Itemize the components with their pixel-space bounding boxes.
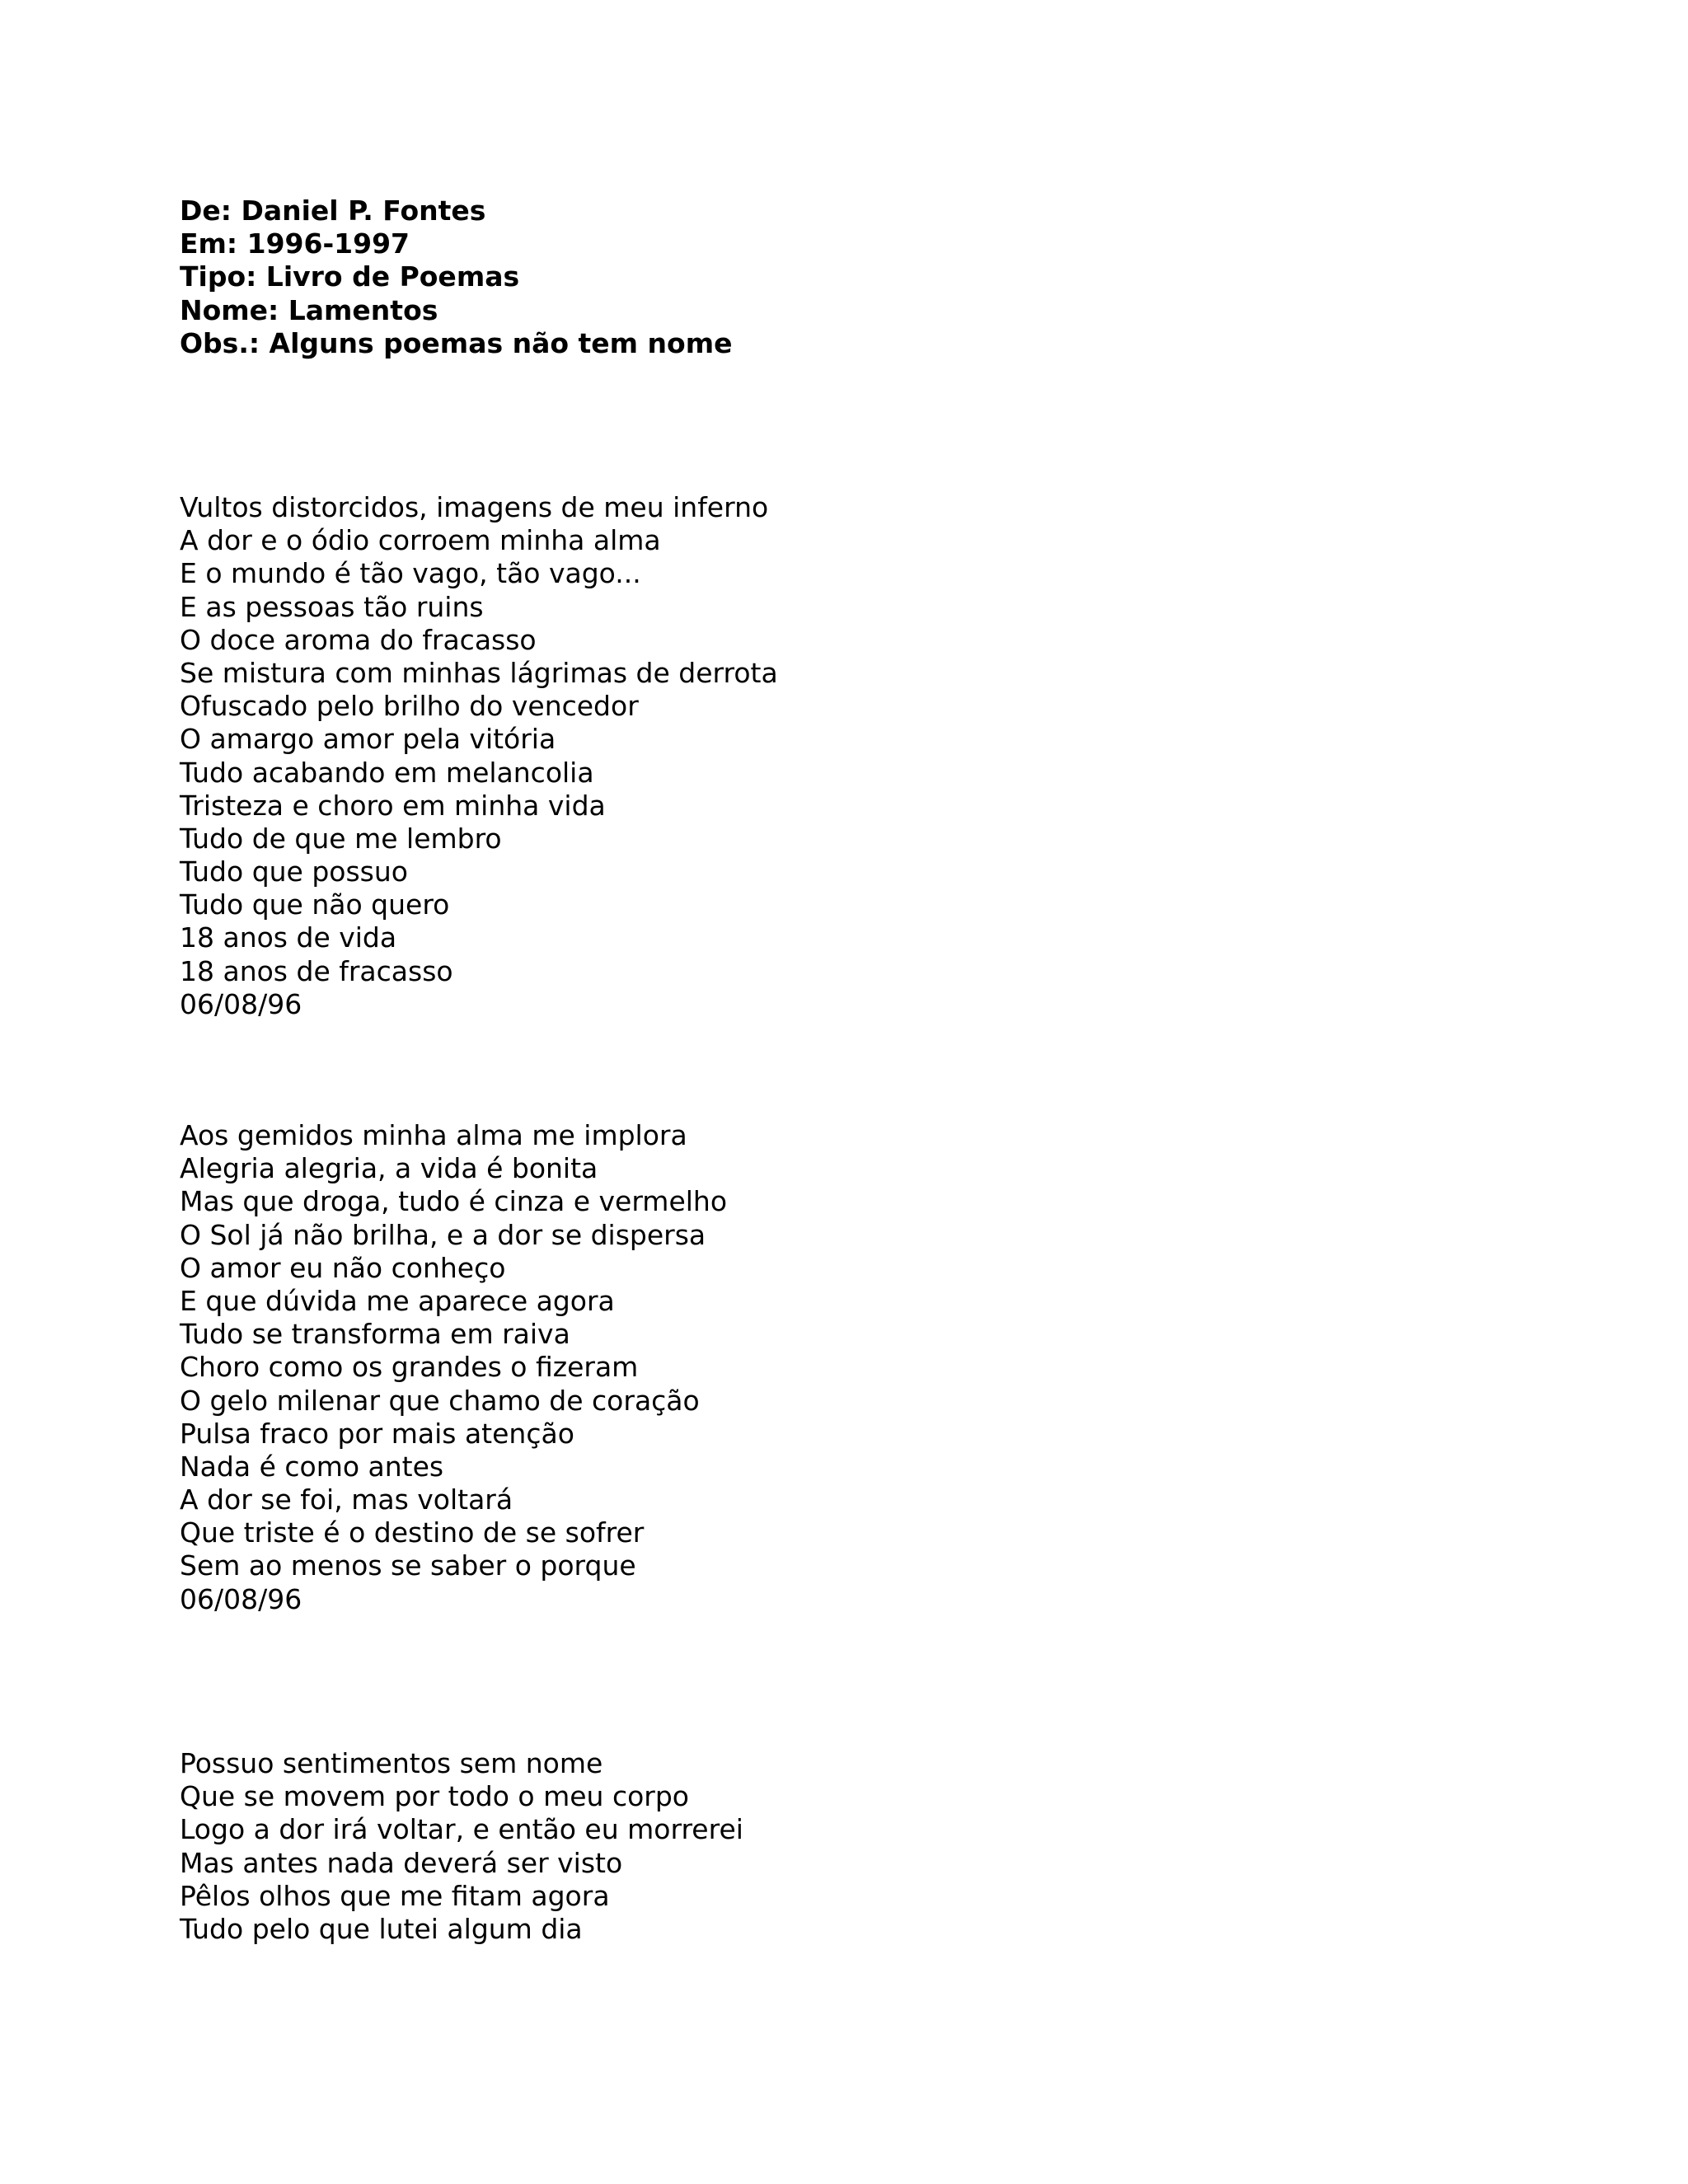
note-line: Obs.: Alguns poemas não tem nome	[180, 326, 733, 359]
poem-line: A dor e o ódio corroem minha alma	[180, 524, 661, 557]
poem-line: Sem ao menos se saber o porque	[180, 1549, 636, 1582]
poem-line: Aos gemidos minha alma me implora	[180, 1119, 687, 1151]
poem-line: Tudo acabando em melancolia	[180, 756, 594, 789]
poem-line: O gelo milenar que chamo de coração	[180, 1384, 700, 1417]
poem-line: Nada é como antes	[180, 1450, 444, 1483]
date-range-line: Em: 1996-1997	[180, 227, 410, 260]
poem-line: Que triste é o destino de se sofrer	[180, 1516, 645, 1549]
poem-line: Choro como os grandes o fizeram	[180, 1351, 639, 1384]
poem-line: O Sol já não brilha, e a dor se dispersa	[180, 1218, 706, 1251]
name-line: Nome: Lamentos	[180, 293, 438, 326]
poem-line: 18 anos de vida	[180, 921, 397, 954]
poem-line: Pulsa fraco por mais atenção	[180, 1417, 574, 1450]
poem-1	[180, 491, 778, 1021]
type-line: Tipo: Livro de Poemas	[180, 260, 520, 293]
poem-line: E as pessoas tão ruins	[180, 590, 484, 623]
poem-line: O amor eu não conheço	[180, 1251, 506, 1284]
poem-line: E o mundo é tão vago, tão vago...	[180, 557, 641, 590]
poem-line: Tudo de que me lembro	[180, 822, 502, 855]
poem-line: Mas antes nada deverá ser visto	[180, 1846, 623, 1879]
poem-line: 18 anos de fracasso	[180, 954, 453, 987]
poem-line: Pêlos olhos que me fitam agora	[180, 1879, 610, 1912]
poem-line: Tudo que não quero	[180, 888, 450, 921]
poem-line: O amargo amor pela vitória	[180, 723, 556, 756]
document-header	[180, 194, 732, 360]
poem-date: 06/08/96	[180, 987, 302, 1020]
poem-line: Mas que droga, tudo é cinza e vermelho	[180, 1185, 728, 1218]
poem-2	[180, 1119, 727, 1616]
author-line: De: Daniel P. Fontes	[180, 194, 486, 227]
poem-line: Que se movem por todo o meu corpo	[180, 1780, 689, 1813]
poem-line: O doce aroma do fracasso	[180, 623, 537, 656]
poem-line: Tristeza e choro em minha vida	[180, 789, 606, 822]
poem-line: Se mistura com minhas lágrimas de derrota	[180, 656, 778, 689]
poem-line: E que dúvida me aparece agora	[180, 1284, 615, 1317]
poem-3	[180, 1747, 743, 1946]
poem-line: Vultos distorcidos, imagens de meu inferno	[180, 491, 769, 523]
poem-line: Possuo sentimentos sem nome	[180, 1747, 603, 1779]
poem-line: Tudo pelo que lutei algum dia	[180, 1912, 583, 1945]
poem-line: Tudo se transforma em raiva	[180, 1318, 570, 1351]
poem-date: 06/08/96	[180, 1582, 302, 1615]
poem-line: Ofuscado pelo brilho do vencedor	[180, 690, 639, 723]
poem-line: A dor se foi, mas voltará	[180, 1483, 513, 1516]
poem-line: Alegria alegria, a vida é bonita	[180, 1152, 598, 1185]
poem-line: Tudo que possuo	[180, 855, 408, 888]
poem-line: Logo a dor irá voltar, e então eu morrerei	[180, 1813, 743, 1846]
